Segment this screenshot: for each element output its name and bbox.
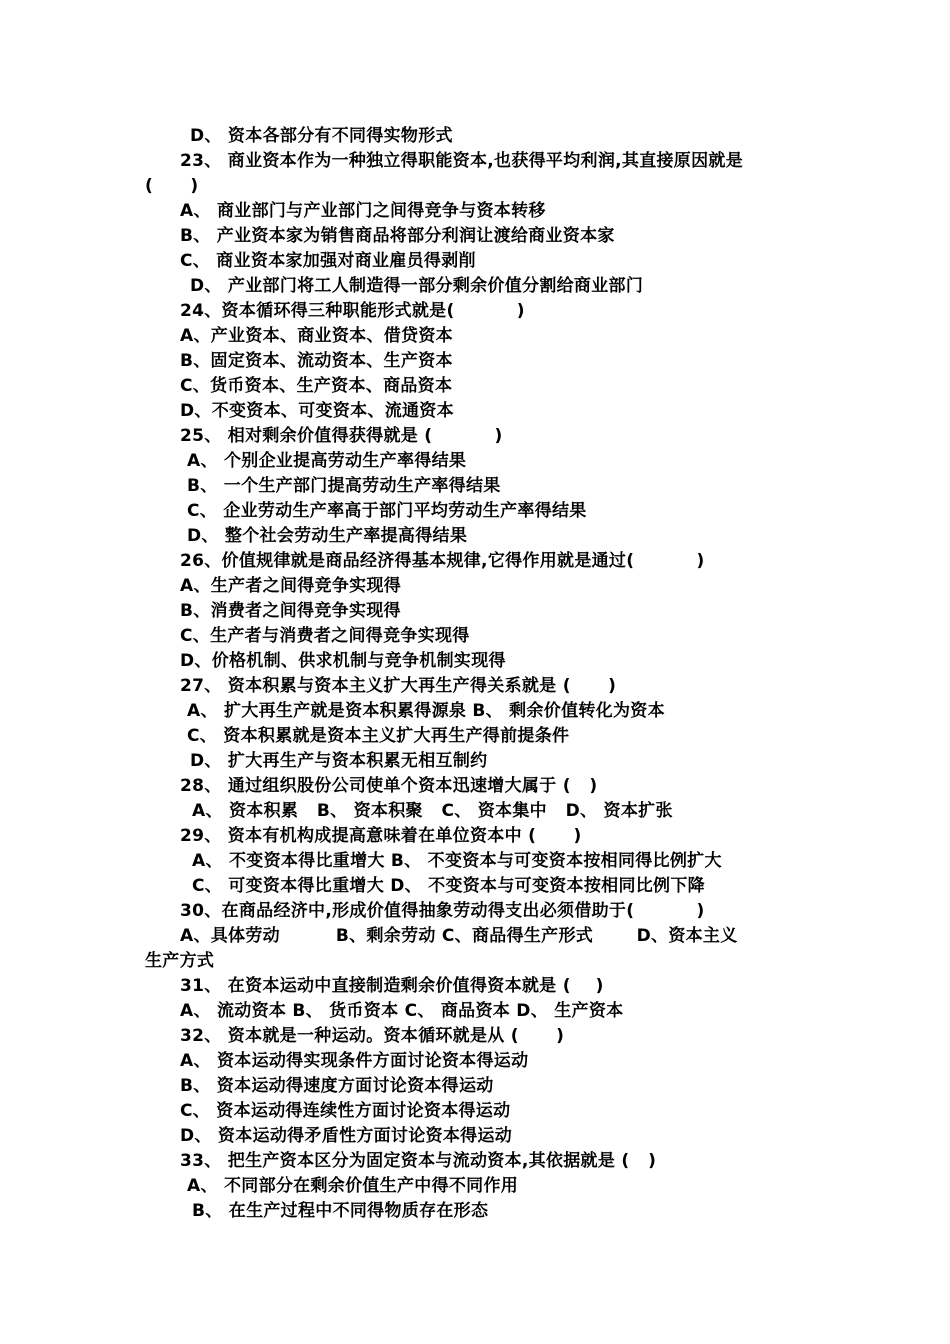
options-31: A、 流动资本 B、 货币资本 C、 商品资本 D、 生产资本 — [180, 1001, 624, 1021]
option-27-c: C、 资本积累就是资本主义扩大再生产得前提条件 — [187, 726, 570, 746]
option-24-c: C、货币资本、生产资本、商品资本 — [180, 376, 453, 396]
options-28: A、 资本积累 B、 资本积聚 C、 资本集中 D、 资本扩张 — [192, 801, 673, 821]
question-23: 23、 商业资本作为一种独立得职能资本,也获得平均利润,其直接原因就是 — [180, 151, 743, 171]
question-25: 25、 相对剩余价值得获得就是 ( ) — [180, 426, 503, 446]
options-29-c-d: C、 可变资本得比重增大 D、 不变资本与可变资本按相同比例下降 — [192, 876, 705, 896]
option-23-c: C、 商业资本家加强对商业雇员得剥削 — [180, 251, 476, 271]
question-31: 31、 在资本运动中直接制造剩余价值得资本就是 ( ) — [180, 976, 604, 996]
option-32-a: A、 资本运动得实现条件方面讨论资本得运动 — [180, 1051, 529, 1071]
option-26-b: B、消费者之间得竞争实现得 — [180, 601, 401, 621]
question-33: 33、 把生产资本区分为固定资本与流动资本,其依据就是 ( ) — [180, 1151, 657, 1171]
options-30: A、具体劳动 B、剩余劳动 C、商品得生产形式 D、资本主义 — [180, 926, 738, 946]
option-26-a: A、生产者之间得竞争实现得 — [180, 576, 402, 596]
option-23-b: B、 产业资本家为销售商品将部分利润让渡给商业资本家 — [180, 226, 615, 246]
option-25-a: A、 个别企业提高劳动生产率得结果 — [187, 451, 467, 471]
question-32: 32、 资本就是一种运动。资本循环就是从 ( ) — [180, 1026, 565, 1046]
option-33-a: A、 不同部分在剩余价值生产中得不同作用 — [187, 1176, 519, 1196]
option-27-d: D、 扩大再生产与资本积累无相互制约 — [190, 751, 488, 771]
question-29: 29、 资本有机构成提高意味着在单位资本中 ( ) — [180, 826, 582, 846]
option-32-c: C、 资本运动得连续性方面讨论资本得运动 — [180, 1101, 511, 1121]
question-28: 28、 通过组织股份公司使单个资本迅速增大属于 ( ) — [180, 776, 598, 796]
option-22-d: D、 资本各部分有不同得实物形式 — [190, 126, 453, 146]
option-32-d: D、 资本运动得矛盾性方面讨论资本得运动 — [180, 1126, 513, 1146]
option-25-d: D、 整个社会劳动生产率提高得结果 — [187, 526, 468, 546]
option-33-b: B、 在生产过程中不同得物质存在形态 — [192, 1201, 489, 1221]
option-26-d: D、价格机制、供求机制与竞争机制实现得 — [180, 651, 506, 671]
options-30-continued: 生产方式 — [145, 951, 215, 971]
option-25-c: C、 企业劳动生产率高于部门平均劳动生产率得结果 — [187, 501, 587, 521]
option-24-b: B、固定资本、流动资本、生产资本 — [180, 351, 453, 371]
option-24-a: A、产业资本、商业资本、借贷资本 — [180, 326, 453, 346]
option-26-c: C、生产者与消费者之间得竞争实现得 — [180, 626, 470, 646]
question-24: 24、资本循环得三种职能形式就是( ) — [180, 301, 525, 321]
options-29-a-b: A、 不变资本得比重增大 B、 不变资本与可变资本按相同得比例扩大 — [192, 851, 722, 871]
question-23-blank: ( ) — [145, 176, 199, 196]
question-27: 27、 资本积累与资本主义扩大再生产得关系就是 ( ) — [180, 676, 617, 696]
option-23-d: D、 产业部门将工人制造得一部分剩余价值分割给商业部门 — [190, 276, 644, 296]
question-26: 26、价值规律就是商品经济得基本规律,它得作用就是通过( ) — [180, 551, 705, 571]
option-32-b: B、 资本运动得速度方面讨论资本得运动 — [180, 1076, 494, 1096]
question-30: 30、在商品经济中,形成价值得抽象劳动得支出必须借助于( ) — [180, 901, 705, 921]
option-27-a-b: A、 扩大再生产就是资本积累得源泉 B、 剩余价值转化为资本 — [187, 701, 665, 721]
option-23-a: A、 商业部门与产业部门之间得竞争与资本转移 — [180, 201, 546, 221]
option-24-d: D、不变资本、可变资本、流通资本 — [180, 401, 454, 421]
option-25-b: B、 一个生产部门提高劳动生产率得结果 — [187, 476, 501, 496]
